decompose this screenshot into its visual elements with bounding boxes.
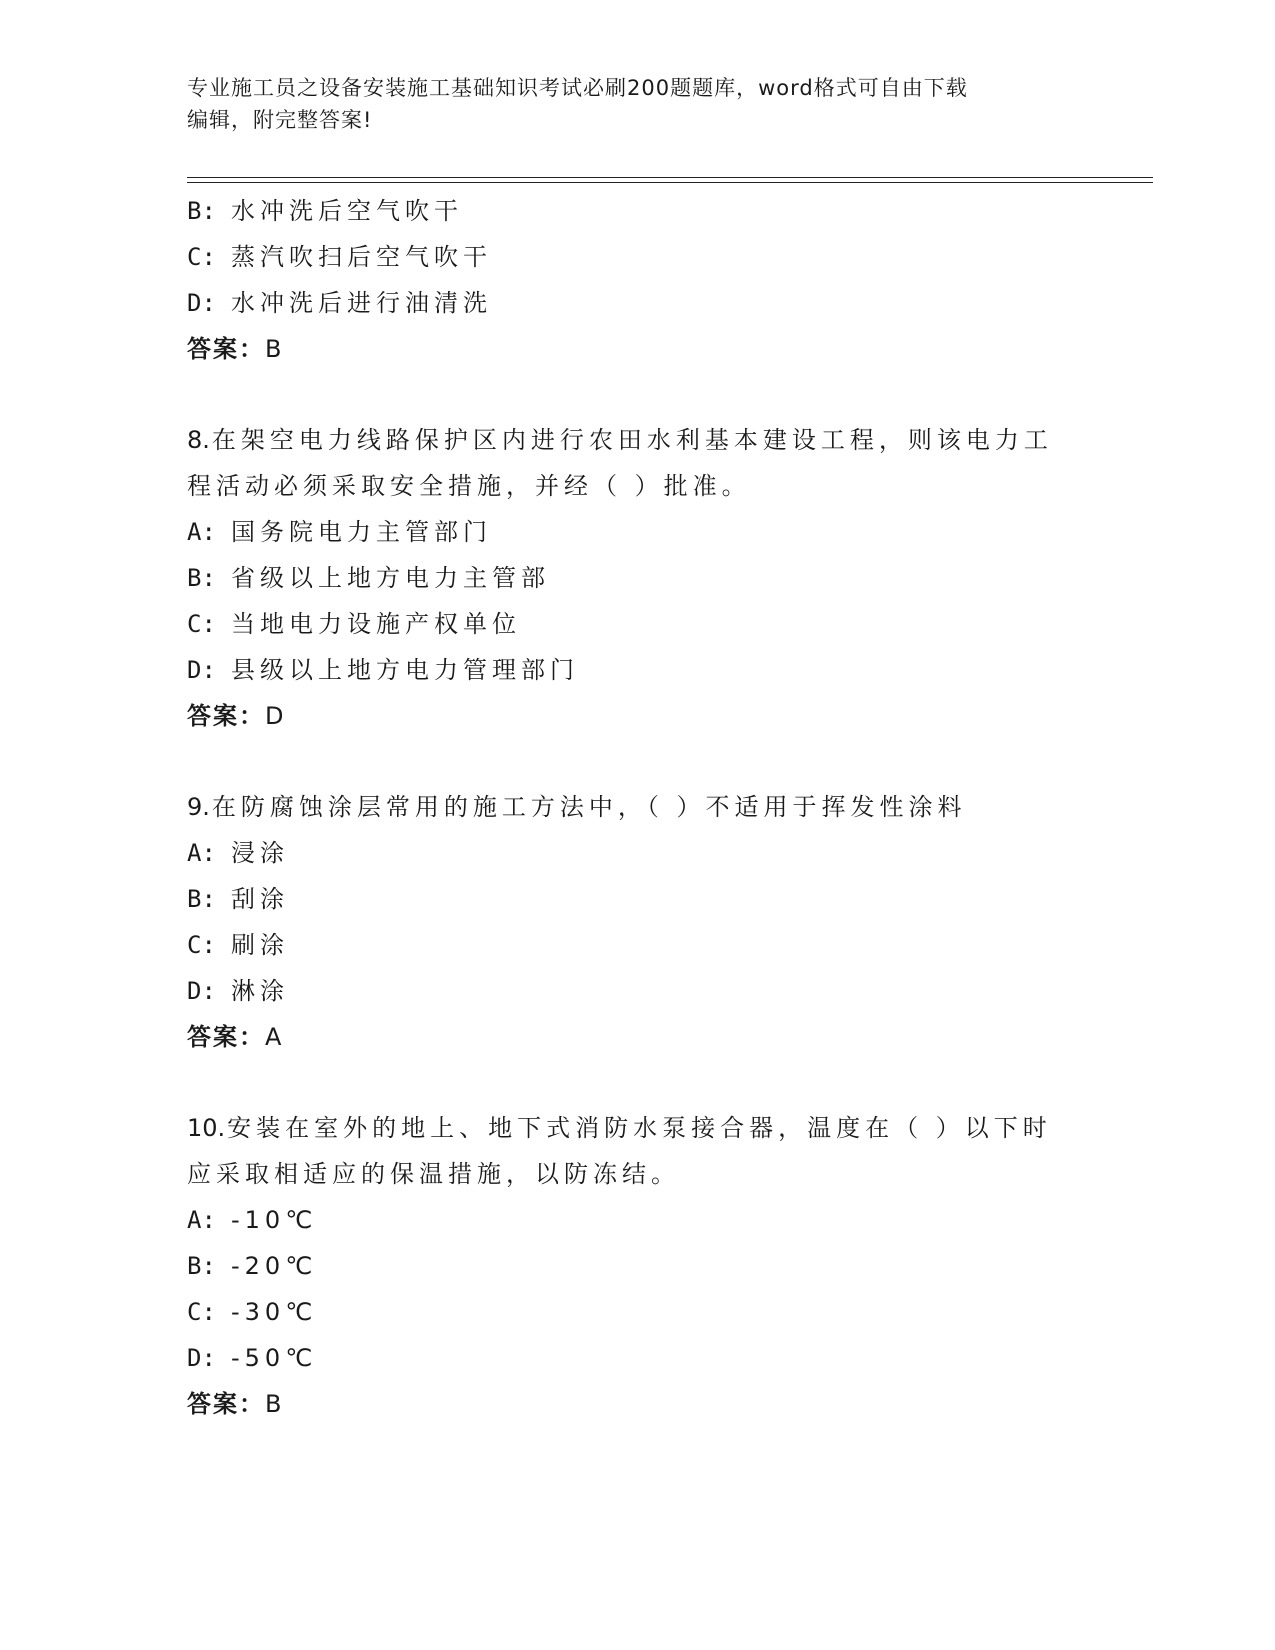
question-list [187,188,1087,1427]
question-stem-line [187,463,1087,509]
option-a [187,509,1087,555]
option-b [187,1243,1087,1289]
document-header [187,72,1067,136]
answer-line [187,693,1087,739]
option-b [187,555,1087,601]
answer-line [187,1014,1087,1060]
header-divider-bottom [187,182,1153,183]
option-text: 刮涂 [231,885,289,913]
question-stem-line [187,1105,1087,1151]
question-stem-text: 在防腐蚀涂层常用的施工方法中，（ ）不适用于挥发性涂料 [211,793,967,821]
option-text: 当地电力设施产权单位 [231,610,521,638]
answer-value: B [265,1390,284,1418]
option-letter: A: [187,839,216,867]
option-a [187,830,1087,876]
spacer [187,372,1087,417]
option-letter: C: [187,243,216,271]
spacer [187,739,1087,784]
question-stem-line [187,417,1087,463]
answer-label: 答案： [187,335,265,363]
option-a [187,1197,1087,1243]
answer-line [187,326,1087,372]
option-letter: D: [187,1344,216,1372]
answer-value: D [265,702,286,730]
answer-label: 答案： [187,1390,265,1418]
option-b [187,876,1087,922]
option-text: 省级以上地方电力主管部 [231,564,550,592]
answer-line [187,1381,1087,1427]
answer-label: 答案： [187,1023,265,1051]
option-letter: A: [187,1206,216,1234]
option-text: 水冲洗后空气吹干 [231,197,463,225]
question-stem-line [187,1151,1087,1197]
option-text: -20℃ [231,1252,318,1280]
option-letter: B: [187,1252,216,1280]
spacer [187,1060,1087,1105]
question-stem-text: 应采取相适应的保温措施，以防冻结。 [187,1160,680,1188]
option-text: -10℃ [231,1206,318,1234]
option-text: -50℃ [231,1344,318,1372]
option-d [187,647,1087,693]
option-letter: C: [187,610,216,638]
question-stem-line [187,784,1087,830]
option-c [187,922,1087,968]
question-number: 10. [187,1114,226,1142]
option-d [187,1335,1087,1381]
header-divider-top [187,177,1153,178]
option-d [187,968,1087,1014]
option-letter: A: [187,518,216,546]
option-text: 淋涂 [231,977,289,1005]
option-text: 刷涂 [231,931,289,959]
question-9 [187,784,1087,1060]
header-title-line-2: 编辑，附完整答案! [187,108,373,132]
question-number: 9. [187,793,210,821]
option-letter: D: [187,656,216,684]
option-letter: B: [187,885,216,913]
option-text: 国务院电力主管部门 [231,518,492,546]
question-stem-text: 在架空电力线路保护区内进行农田水利基本建设工程，则该电力工 [211,426,1053,454]
option-b [187,188,1087,234]
option-text: -30℃ [231,1298,318,1326]
option-text: 水冲洗后进行油清洗 [231,289,492,317]
option-c [187,1289,1087,1335]
option-text: 县级以上地方电力管理部门 [231,656,579,684]
option-d [187,280,1087,326]
option-text: 蒸汽吹扫后空气吹干 [231,243,492,271]
answer-value: B [265,335,284,363]
answer-value: A [265,1023,284,1051]
question-prev [187,188,1087,372]
option-text: 浸涂 [231,839,289,867]
question-10 [187,1105,1087,1427]
option-c [187,234,1087,280]
option-letter: D: [187,289,216,317]
option-letter: C: [187,1298,216,1326]
question-stem-text: 程活动必须采取安全措施，并经（ ）批准。 [187,472,751,500]
question-stem-text: 安装在室外的地上、地下式消防水泵接合器，温度在（ ）以下时 [227,1114,1052,1142]
option-letter: B: [187,564,216,592]
question-8 [187,417,1087,739]
option-letter: C: [187,931,216,959]
option-c [187,601,1087,647]
question-number: 8. [187,426,210,454]
option-letter: D: [187,977,216,1005]
header-title-line-1: 专业施工员之设备安装施工基础知识考试必刷200题题库，word格式可自由下载 [187,76,968,100]
answer-label: 答案： [187,702,265,730]
option-letter: B: [187,197,216,225]
